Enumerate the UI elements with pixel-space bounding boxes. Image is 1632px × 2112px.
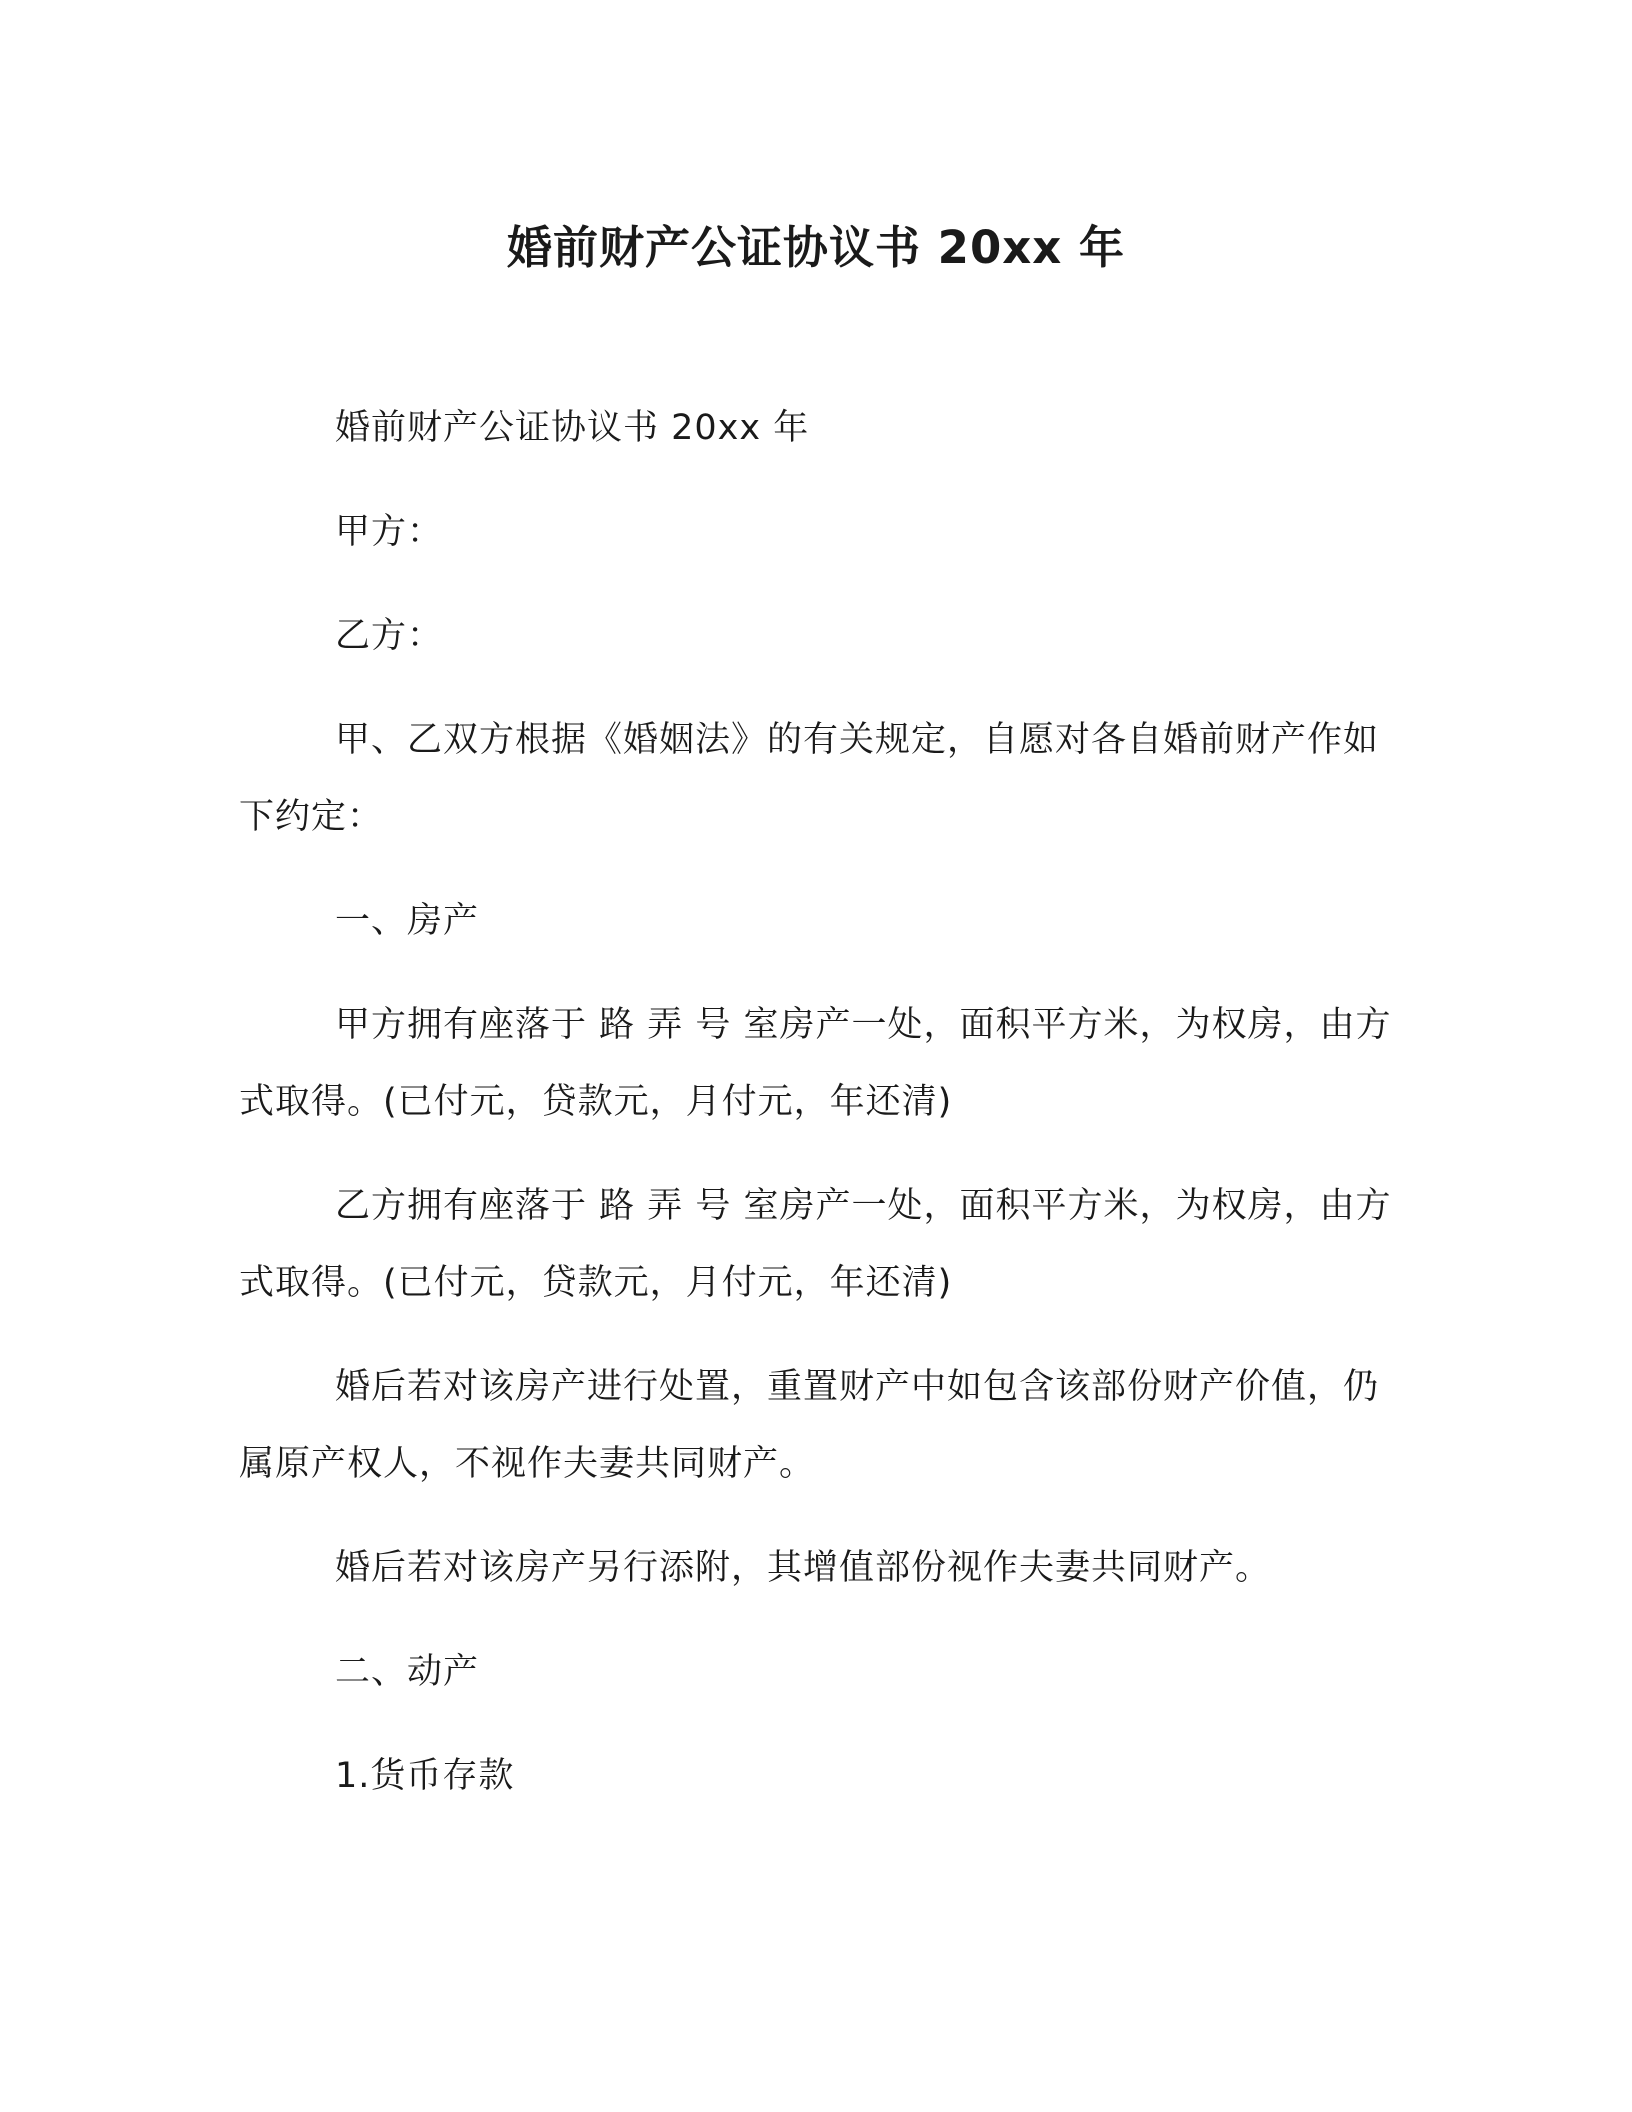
party-a-line: 甲方：: [335, 512, 444, 552]
agreement-intro-paragraph: 甲、乙双方根据《婚姻法》的有关规定，自愿对各自婚前财产作如下约定：: [239, 720, 1380, 837]
subsection-currency-deposits: 1.货币存款: [335, 1756, 515, 1796]
section-heading-real-estate: 一、房产: [335, 901, 480, 941]
document-title: 婚前财产公证协议书 20xx 年: [506, 221, 1125, 274]
property-addition-paragraph: 婚后若对该房产另行添附，其增值部份视作夫妻共同财产。: [335, 1548, 1272, 1588]
party-a-property-paragraph: 甲方拥有座落于 路 弄 号 室房产一处，面积平方米，为权房，由方式取得。(已付元，贷款元，月付元，年还清): [239, 1005, 1392, 1122]
document-body: [239, 390, 1399, 1842]
party-b-property-paragraph: 乙方拥有座落于 路 弄 号 室房产一处，面积平方米，为权房，由方式取得。(已付元，贷款元，月付元，年还清): [239, 1186, 1392, 1303]
property-disposal-paragraph: 婚后若对该房产进行处置，重置财产中如包含该部份财产价值，仍属原产权人，不视作夫妻共同财产。: [239, 1367, 1380, 1484]
section-heading-movable-property: 二、动产: [335, 1652, 480, 1692]
subtitle-paragraph: 婚前财产公证协议书 20xx 年: [335, 408, 810, 448]
party-b-line: 乙方：: [335, 616, 444, 656]
